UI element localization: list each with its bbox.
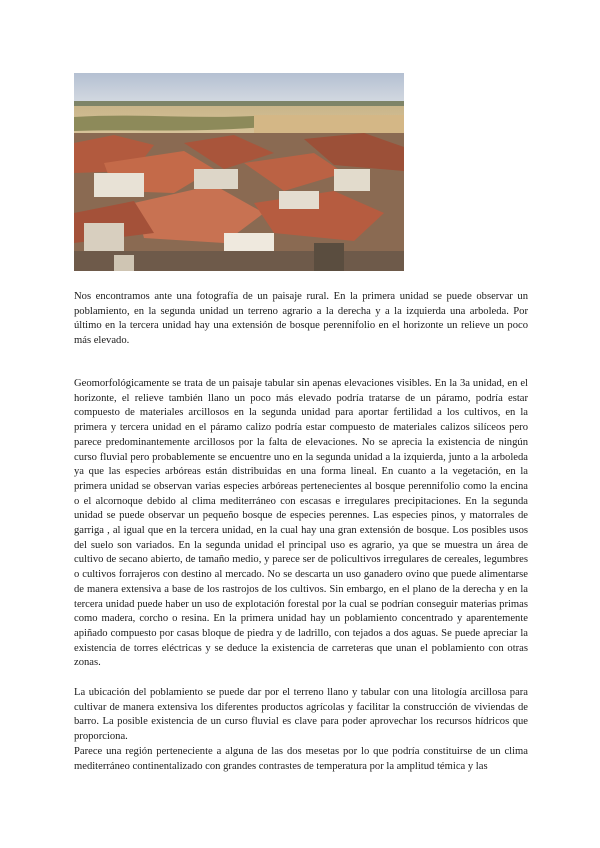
paragraph-settlement-location: La ubicación del poblamiento se puede dar por el terreno llano y tabular con una litología arcillosa para cultivar de manera extensiva los diferentes productos agrícolas y facilitar la construcción de viviendas de barro. La posible existencia de un curso fluvial es clave para poder aprovechar los recursos hídricos que proporciona. [74, 687, 528, 743]
paragraph-geomorphology: Geomorfológicamente se trata de un paisaje tabular sin apenas elevaciones visibles. En la 3a unidad, en el horizonte, el relieve también llano un poco más elevado podría tratarse de un páramo, podría estar compuesto de materiales arcillosos en la segunda unidad para aportar fertilidad a los cultivos, en la primera y tercera unidad en el páramo calizo podría estar compuesto de materiales calizos silíceos pero parece predominantemente arcillosos por la falta de elevaciones. No se aprecia la existencia de ningún curso fluvial pero probablemente se encuentre uno en la segunda unidad a la izquierda, junto a la arboleda ya que las especies arbóreas están distribuidas en una forma lineal. En cuanto a la vegetación, en la primera unidad se observan varias especies arbóreas pertenecientes al bosque perennifolio como la encina o el alcornoque debido al clima mediterráneo con escasas e irregulares precipitaciones. En la segunda unidad se puede observar un pequeño bosque de especies perennes. Las especies pinos, y matorrales de garriga , al igual que en la tercera unidad, en la cual hay una gran extensión de bosque. Los posibles usos del suelo son variados. En la segunda unidad el principal uso es agrario, ya que se muestra un área de cultivo de secano abierto, de tamaño medio, y parece ser de policultivos irregulares de cereales, legumbres o cultivos forrajeros con destino al mercado. No se descarta un uso ganadero ovino que puede alimentarse de manera extensiva a base de los rastrojos de los cultivos. Sin embargo, en el plano de la derecha y en la tercera unidad puede haber un uso de explotación forestal por la cual se podrían conseguir materias primas como madera, corcho o resina. En la primera unidad hay un poblamiento concentrado y aparentemente apiñado compuesto por casas bloque de piedra y de ladrillo, con tejados a dos aguas. Se puede apreciar la existencia de torres eléctricas y se deduce la existencia de carreteras que unan el poblamiento con otras zonas. [74, 378, 528, 669]
paragraph-intro: Nos encontramos ante una fotografía de un paisaje rural. En la primera unidad se puede observar un poblamiento, en la segunda unidad un terreno agrario a la derecha y a la izquierda una arboleda. Por último en la tercera unidad hay una extensión de bosque perennifolio en el horizonte un relieve un poco más elevado. [74, 291, 528, 347]
paragraph-climate-region: Parece una región perteneciente a alguna de las dos mesetas por lo que podría constituirse de un clima mediterráneo continentalizado con grandes contrastes de temperatura por la amplitud témica y las [74, 746, 528, 772]
rural-landscape-photo [74, 73, 404, 271]
photo-illustration [74, 73, 404, 271]
